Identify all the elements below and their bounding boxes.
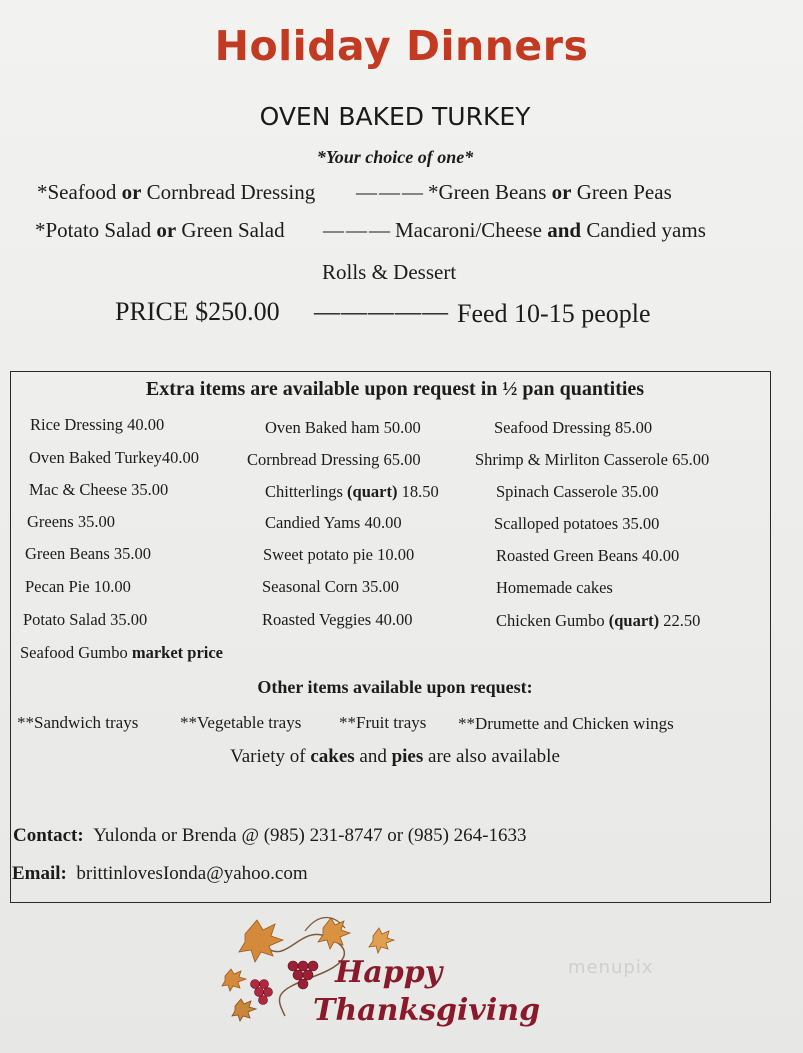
contact-phones: Yulonda or Brenda @ (985) 231-8747 or (985) 264-1633: [93, 825, 527, 846]
menu-line-1-right: *Green Beans or Green Peas: [428, 180, 672, 204]
leaf-icon: [369, 928, 394, 953]
extra-item: Rice Dressing 40.00: [30, 415, 165, 434]
email-address[interactable]: brittinlovesIonda@yahoo.com: [76, 863, 308, 884]
extra-item: Pecan Pie 10.00: [25, 577, 131, 596]
extras-heading: Extra items are available upon request in ½ pan quantities: [145, 378, 645, 400]
extra-item: Oven Baked ham 50.00: [265, 418, 421, 437]
tray-item: **Drumette and Chicken wings: [458, 714, 674, 733]
extra-item: Potato Salad 35.00: [23, 610, 148, 629]
extra-item: Seasonal Corn 35.00: [262, 577, 400, 596]
extra-item: Spinach Casserole 35.00: [496, 482, 659, 501]
email-label: Email:: [12, 863, 67, 884]
grape-cluster-icon: [288, 961, 318, 989]
greeting-thanksgiving: Thanksgiving: [313, 993, 541, 1028]
menu-line-1-left: *Seafood or Cornbread Dressing: [37, 180, 316, 204]
leaf-icon: [318, 918, 350, 949]
price-label: PRICE $250.00: [115, 297, 280, 326]
menu-line-2-left: *Potato Salad or Green Salad: [35, 218, 285, 242]
extra-item: Oven Baked Turkey40.00: [29, 448, 200, 467]
rolls-dessert: Rolls & Dessert: [322, 260, 457, 284]
dash-separator: —————: [314, 297, 449, 326]
page-title: Holiday Dinners: [214, 22, 589, 70]
extra-item: Chitterlings (quart) 18.50: [265, 482, 439, 501]
leaf-icon: [239, 920, 283, 962]
extra-item: Roasted Green Beans 40.00: [496, 546, 680, 565]
extra-item: Sweet potato pie 10.00: [263, 545, 415, 564]
extra-item: Green Beans 35.00: [25, 544, 152, 563]
dash-separator: ———: [356, 180, 425, 204]
email-line: [12, 863, 308, 885]
menu-line-2-right: Macaroni/Cheese and Candied yams: [395, 218, 706, 242]
extra-item: Mac & Cheese 35.00: [29, 480, 169, 499]
leaf-icon: [232, 999, 256, 1021]
greeting-happy: Happy: [335, 955, 443, 990]
extra-item: Scalloped potatoes 35.00: [494, 514, 660, 533]
extra-item: Seafood Dressing 85.00: [494, 418, 653, 437]
extra-item: Homemade cakes: [496, 578, 613, 597]
tray-item: **Vegetable trays: [180, 713, 302, 732]
extra-item: Cornbread Dressing 65.00: [247, 450, 421, 469]
happy-thanksgiving-graphic: [205, 906, 625, 1046]
extra-item: Greens 35.00: [27, 512, 115, 531]
choice-note: *Your choice of one*: [316, 147, 474, 167]
extra-item: Roasted Veggies 40.00: [262, 610, 413, 629]
other-items-heading: Other items available upon request:: [257, 677, 533, 697]
variety-note: Variety of cakes and pies are also available: [230, 746, 560, 767]
menu-subtitle: OVEN BAKED TURKEY: [259, 102, 531, 131]
watermark: menupix: [568, 957, 654, 978]
extra-item: Candied Yams 40.00: [265, 513, 402, 532]
contact-label: Contact:: [13, 825, 84, 846]
dash-separator: ———: [323, 218, 392, 242]
extra-item: Chicken Gumbo (quart) 22.50: [496, 611, 701, 630]
extra-item: Seafood Gumbo market price: [20, 643, 223, 662]
feeds-note: Feed 10-15 people: [457, 299, 651, 328]
grape-cluster-icon: [251, 980, 273, 1005]
leaf-icon: [222, 969, 246, 991]
tray-item: **Fruit trays: [339, 713, 427, 732]
extra-item: Shrimp & Mirliton Casserole 65.00: [475, 450, 710, 469]
tray-item: **Sandwich trays: [17, 713, 139, 732]
contact-line: [13, 825, 527, 847]
